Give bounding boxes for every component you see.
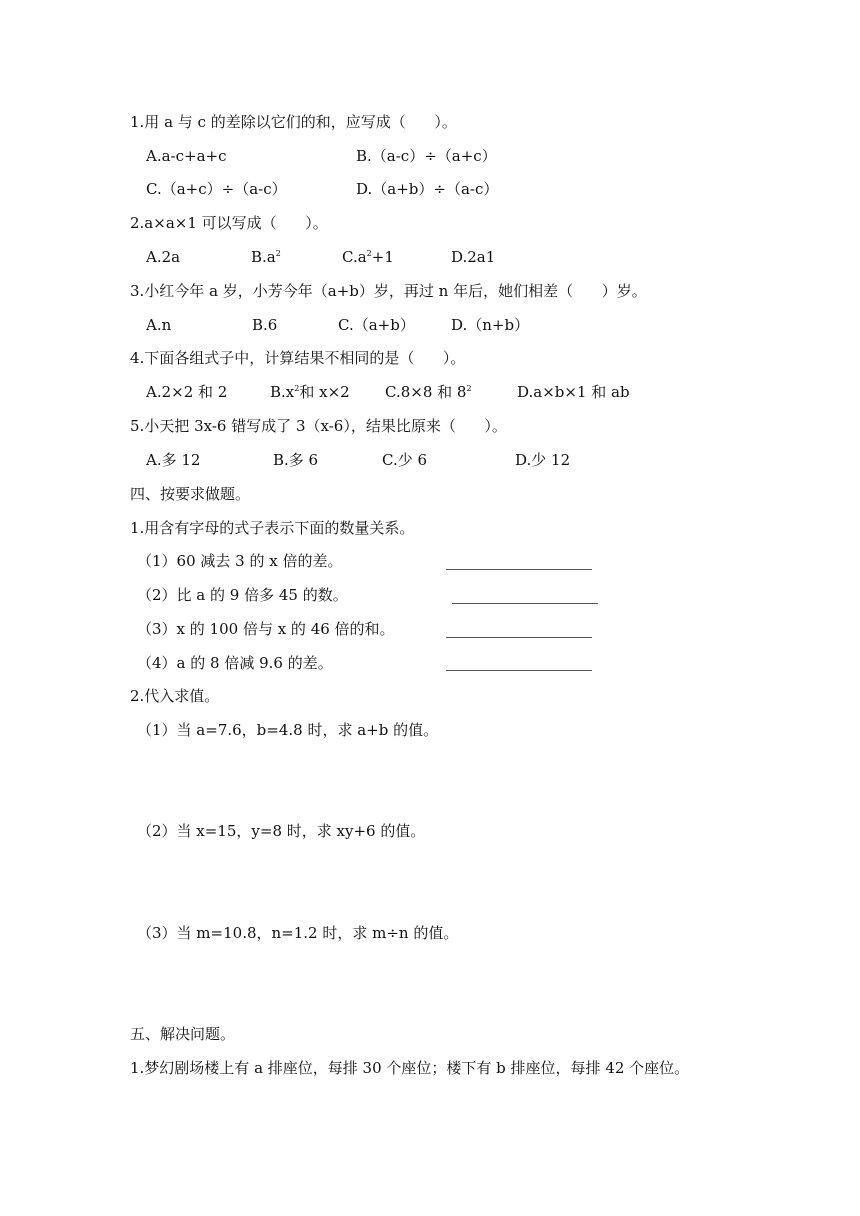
q5-option-c: C.少 6 (382, 451, 428, 469)
q5-stem: 5.小天把 3x-6 错写成了 3（x-6），结果比原来（ ）。 (130, 417, 507, 435)
expr-item-3: （3）x 的 100 倍与 x 的 46 倍的和。 (137, 620, 395, 638)
q2-option-b: $B.a^2$ (251, 248, 281, 266)
expr-item-4: （4）a 的 8 倍减 9.6 的差。 (137, 654, 333, 672)
section4-p1-title: 1.用含有字母的式子表示下面的数量关系。 (130, 519, 415, 537)
q4-option-a: A.2×2 和 2 (146, 383, 228, 401)
q1-option-b: B.（a-c）÷（a+c） (356, 147, 497, 165)
answer-blank-2[interactable] (452, 603, 598, 604)
q1-option-a: A.a-c+a+c (146, 147, 227, 165)
section4-heading: 四、按要求做题。 (130, 485, 251, 503)
q4-option-c: C.8×8 和 $8^2$ (385, 383, 472, 401)
q1-option-d: D.（a+b）÷（a-c） (356, 180, 499, 198)
answer-blank-3[interactable] (446, 637, 592, 638)
q5-option-d: D.少 12 (515, 451, 571, 469)
eval-item-1: （1）当 a=7.6，b=4.8 时，求 a+b 的值。 (137, 721, 439, 739)
expr-item-2: （2）比 a 的 9 倍多 45 的数。 (137, 586, 348, 604)
q3-option-d: D.（n+b） (451, 316, 530, 334)
q1-stem: 1.用 a 与 c 的差除以它们的和，应写成（ ）。 (130, 113, 457, 131)
eval-item-2: （2）当 x=15，y=8 时，求 xy+6 的值。 (137, 822, 426, 840)
q5-option-a: A.多 12 (146, 451, 201, 469)
q2-option-c: $C.a^2+1$ (342, 248, 394, 266)
q1-option-c: C.（a+c）÷（a-c） (146, 180, 287, 198)
answer-blank-4[interactable] (446, 670, 592, 671)
q5-option-b: B.多 6 (273, 451, 319, 469)
q2-option-d: D.2a1 (451, 248, 496, 266)
q4-option-d: D.a×b×1 和 ab (517, 383, 630, 401)
q2-stem: 2.a×a×1 可以写成（ ）。 (130, 214, 328, 232)
q3-option-b: B.6 (252, 316, 278, 334)
q3-option-c: C.（a+b） (338, 316, 415, 334)
expr-item-1: （1）60 减去 3 的 x 倍的差。 (137, 552, 343, 570)
answer-blank-1[interactable] (446, 569, 592, 570)
eval-item-3: （3）当 m=10.8，n=1.2 时，求 m÷n 的值。 (137, 924, 459, 942)
section4-p2-title: 2.代入求值。 (130, 687, 220, 705)
section5-p1: 1.梦幻剧场楼上有 a 排座位，每排 30 个座位；楼下有 b 排座位，每排 42 个座位。 (130, 1059, 690, 1077)
q4-option-b: $B.x^2$和 x×2 (270, 383, 350, 401)
q2-option-a: A.2a (146, 248, 181, 266)
q4-stem: 4.下面各组式子中，计算结果不相同的是（ ）。 (130, 349, 466, 367)
q3-option-a: A.n (146, 316, 172, 334)
q3-stem: 3.小红今年 a 岁，小芳今年（a+b）岁，再过 n 年后，她们相差（ ）岁。 (130, 282, 647, 300)
section5-heading: 五、解决问题。 (130, 1025, 236, 1043)
